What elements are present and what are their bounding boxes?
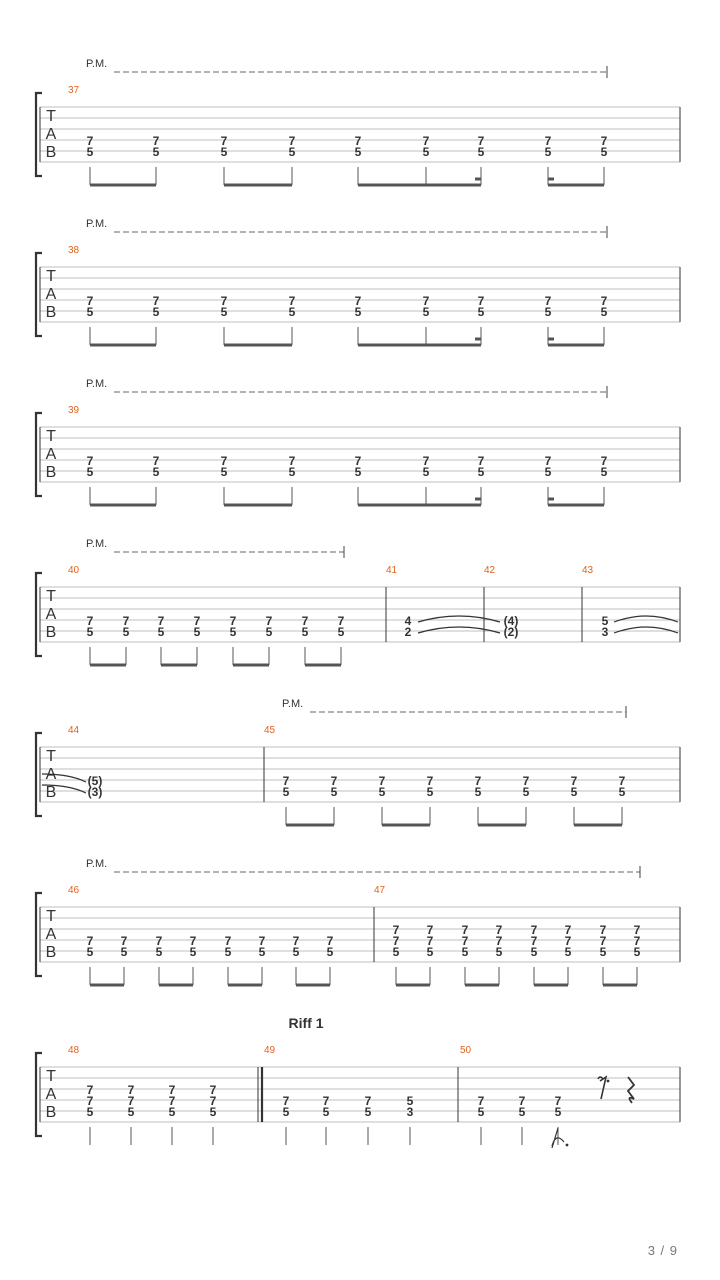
fret-number: 7 <box>86 934 94 948</box>
fret-number: 7 <box>426 923 434 937</box>
measure-number: 40 <box>68 565 80 576</box>
fret-number: 5 <box>127 1105 135 1119</box>
fret-number: 5 <box>157 625 165 639</box>
fret-number: 7 <box>189 934 197 948</box>
fret-number: 7 <box>633 934 641 948</box>
fret-number: 5 <box>220 145 228 159</box>
fret-number: 5 <box>152 465 160 479</box>
fret-number: 7 <box>474 774 482 788</box>
fret-number: 5 <box>364 1105 372 1119</box>
fret-number: 5 <box>86 465 94 479</box>
fret-number: 7 <box>495 934 503 948</box>
palm-mute-label: P.M. <box>86 218 108 230</box>
system-bracket <box>36 733 42 816</box>
fret-number: 7 <box>518 1094 526 1108</box>
tab-system <box>36 378 680 505</box>
fret-number: 7 <box>282 1094 290 1108</box>
fret-number: 7 <box>86 1094 94 1108</box>
fret-number: 4 <box>404 614 412 628</box>
fret-number: 7 <box>209 1094 217 1108</box>
fret-number: 5 <box>86 945 94 959</box>
fret-number: 7 <box>461 923 469 937</box>
fret-number: 7 <box>288 454 296 468</box>
fret-number: 7 <box>544 294 552 308</box>
fret-number: 7 <box>86 454 94 468</box>
fret-number: (3) <box>87 785 103 799</box>
tab-clef-letter: B <box>45 624 57 641</box>
fret-number: 7 <box>422 294 430 308</box>
fret-number: 7 <box>152 134 160 148</box>
fret-number: 7 <box>157 614 165 628</box>
tab-system <box>36 538 680 665</box>
fret-number: 3 <box>601 625 609 639</box>
page-number: 3 / 9 <box>647 1243 678 1258</box>
fret-number: 7 <box>599 923 607 937</box>
tab-clef-letter: A <box>45 446 57 463</box>
fret-number: 5 <box>155 945 163 959</box>
tab-clef-letter: T <box>46 268 56 285</box>
tab-clef-letter: T <box>46 588 56 605</box>
tab-clef-letter: B <box>45 304 57 321</box>
tab-clef-letter: A <box>45 926 57 943</box>
fret-number: 7 <box>633 923 641 937</box>
fret-number: 7 <box>477 134 485 148</box>
fret-number: 7 <box>378 774 386 788</box>
fret-number: 5 <box>477 1105 485 1119</box>
measure-number: 44 <box>68 725 80 736</box>
tie <box>418 627 500 633</box>
fret-number: (2) <box>503 625 519 639</box>
fret-number: 7 <box>330 774 338 788</box>
measure-number: 39 <box>68 405 80 416</box>
fret-number: 5 <box>301 625 309 639</box>
fret-number: 5 <box>618 785 626 799</box>
fret-number: 5 <box>288 305 296 319</box>
fret-number: 7 <box>152 294 160 308</box>
fret-number: 5 <box>220 465 228 479</box>
fret-number: 7 <box>477 294 485 308</box>
measure-number: 37 <box>68 85 80 96</box>
palm-mute-label: P.M. <box>86 58 108 70</box>
fret-number: 5 <box>477 305 485 319</box>
fret-number: 5 <box>570 785 578 799</box>
fret-number: 7 <box>522 774 530 788</box>
fret-number: 5 <box>292 945 300 959</box>
tab-clef-letter: B <box>45 144 57 161</box>
fret-number: 7 <box>354 294 362 308</box>
tab-system <box>36 1045 680 1148</box>
palm-mute-label: P.M. <box>86 538 108 550</box>
tab-clef-letter: B <box>45 1104 57 1121</box>
measure-number: 46 <box>68 885 80 896</box>
measure-number: 38 <box>68 245 80 256</box>
fret-number: 7 <box>229 614 237 628</box>
fret-number: 7 <box>600 134 608 148</box>
fret-number: 7 <box>127 1083 135 1097</box>
tab-system <box>36 218 680 345</box>
measure-number: 41 <box>386 565 398 576</box>
fret-number: 7 <box>168 1094 176 1108</box>
fret-number: 7 <box>422 454 430 468</box>
tab-system <box>36 858 680 985</box>
fret-number: 5 <box>544 145 552 159</box>
dot <box>566 1144 569 1147</box>
measure-number: 47 <box>374 885 386 896</box>
tab-clef-letter: A <box>45 766 57 783</box>
fret-number: 7 <box>530 923 538 937</box>
fret-number: 5 <box>354 145 362 159</box>
fret-number: 7 <box>422 134 430 148</box>
fret-number: 5 <box>518 1105 526 1119</box>
fret-number: 7 <box>220 294 228 308</box>
fret-number: 5 <box>422 145 430 159</box>
fret-number: 7 <box>326 934 334 948</box>
tab-clef-letter: T <box>46 108 56 125</box>
fret-number: 7 <box>354 454 362 468</box>
tab-clef-letter: B <box>45 464 57 481</box>
fret-number: 5 <box>600 305 608 319</box>
fret-number: 7 <box>477 454 485 468</box>
palm-mute-label: P.M. <box>282 698 304 710</box>
fret-number: 7 <box>86 1083 94 1097</box>
fret-number: 5 <box>288 145 296 159</box>
tab-clef-letter: A <box>45 126 57 143</box>
fret-number: 7 <box>392 923 400 937</box>
fret-number: 7 <box>282 774 290 788</box>
fret-number: 5 <box>477 145 485 159</box>
fret-number: 7 <box>155 934 163 948</box>
fret-number: 5 <box>392 945 400 959</box>
fret-number: 7 <box>224 934 232 948</box>
fret-number: 5 <box>601 614 609 628</box>
fret-number: 5 <box>224 945 232 959</box>
fret-number: 5 <box>600 465 608 479</box>
fret-number: 7 <box>392 934 400 948</box>
fret-number: 5 <box>193 625 201 639</box>
system-bracket <box>36 1053 42 1136</box>
fret-number: 7 <box>220 454 228 468</box>
fret-number: 7 <box>570 774 578 788</box>
fret-number: 5 <box>354 465 362 479</box>
measure-number: 42 <box>484 565 496 576</box>
fret-number: 5 <box>86 1105 94 1119</box>
fret-number: 5 <box>495 945 503 959</box>
fret-number: 5 <box>282 785 290 799</box>
fret-number: 7 <box>426 774 434 788</box>
fret-number: 5 <box>461 945 469 959</box>
fret-number: 5 <box>554 1105 562 1119</box>
system-bracket <box>36 893 42 976</box>
fret-number: 7 <box>564 934 572 948</box>
fret-number: 7 <box>461 934 469 948</box>
fret-number: 7 <box>86 134 94 148</box>
system-bracket <box>36 573 42 656</box>
measure-number: 48 <box>68 1045 80 1056</box>
fret-number: 5 <box>288 465 296 479</box>
fret-number: 5 <box>422 465 430 479</box>
measure-number: 45 <box>264 725 276 736</box>
fret-number: 7 <box>337 614 345 628</box>
fret-number: 5 <box>522 785 530 799</box>
fret-number: 7 <box>554 1094 562 1108</box>
palm-mute-label: P.M. <box>86 378 108 390</box>
fret-number: 5 <box>599 945 607 959</box>
fret-number: 7 <box>564 923 572 937</box>
tie <box>418 616 500 622</box>
fret-number: 5 <box>406 1094 414 1108</box>
fret-number: 5 <box>189 945 197 959</box>
fret-number: 5 <box>337 625 345 639</box>
fret-number: 7 <box>477 1094 485 1108</box>
fret-number: 7 <box>599 934 607 948</box>
fret-number: 7 <box>120 934 128 948</box>
fret-number: 7 <box>495 923 503 937</box>
fret-number: 5 <box>220 305 228 319</box>
fret-number: 7 <box>530 934 538 948</box>
fret-number: 7 <box>127 1094 135 1108</box>
fret-number: 7 <box>209 1083 217 1097</box>
measure-number: 43 <box>582 565 594 576</box>
tab-system <box>36 698 680 825</box>
fret-number: (4) <box>503 614 519 628</box>
fret-number: 7 <box>544 134 552 148</box>
fret-number: 7 <box>544 454 552 468</box>
tab-clef-letter: A <box>45 1086 57 1103</box>
fret-number: 5 <box>258 945 266 959</box>
fret-number: 5 <box>354 305 362 319</box>
system-bracket <box>36 413 42 496</box>
fret-number: 5 <box>633 945 641 959</box>
fret-number: 5 <box>474 785 482 799</box>
fret-number: 5 <box>152 145 160 159</box>
sheet-layer <box>36 58 680 1148</box>
fret-number: 5 <box>326 945 334 959</box>
fret-number: 7 <box>288 134 296 148</box>
fret-number: 5 <box>168 1105 176 1119</box>
palm-mute-label: P.M. <box>86 858 108 870</box>
fret-number: 5 <box>282 1105 290 1119</box>
fret-number: 3 <box>406 1105 414 1119</box>
fret-number: 7 <box>364 1094 372 1108</box>
tab-clef-letter: B <box>45 784 57 801</box>
fret-number: 5 <box>322 1105 330 1119</box>
fret-number: 7 <box>152 454 160 468</box>
fret-number: 7 <box>122 614 130 628</box>
tab-clef-letter: T <box>46 428 56 445</box>
fret-number: 5 <box>426 945 434 959</box>
dot <box>607 1080 610 1083</box>
fret-number: 5 <box>330 785 338 799</box>
fret-number: 5 <box>122 625 130 639</box>
tab-clef-letter: A <box>45 286 57 303</box>
tab-clef-letter: T <box>46 1068 56 1085</box>
tab-system <box>36 58 680 185</box>
fret-number: 5 <box>600 145 608 159</box>
measure-number: 50 <box>460 1045 472 1056</box>
fret-number: 5 <box>86 305 94 319</box>
fret-number: 5 <box>477 465 485 479</box>
fret-number: 7 <box>322 1094 330 1108</box>
fret-number: 7 <box>426 934 434 948</box>
section-label-riff: Riff 1 <box>288 1015 324 1031</box>
fret-number: 7 <box>168 1083 176 1097</box>
fret-number: 2 <box>404 625 412 639</box>
fret-number: 7 <box>86 294 94 308</box>
fret-number: 5 <box>120 945 128 959</box>
fret-number: 5 <box>544 305 552 319</box>
fret-number: 5 <box>378 785 386 799</box>
fret-number: 7 <box>220 134 228 148</box>
tie <box>614 627 678 633</box>
fret-number: 7 <box>265 614 273 628</box>
fret-number: 7 <box>618 774 626 788</box>
fret-number: 5 <box>564 945 572 959</box>
fret-number: 7 <box>258 934 266 948</box>
tab-clef-letter: A <box>45 606 57 623</box>
fret-number: (5) <box>87 774 103 788</box>
fret-number: 7 <box>600 294 608 308</box>
fret-number: 5 <box>209 1105 217 1119</box>
system-bracket <box>36 93 42 176</box>
system-bracket <box>36 253 42 336</box>
fret-number: 7 <box>288 294 296 308</box>
fret-number: 5 <box>152 305 160 319</box>
fret-number: 5 <box>530 945 538 959</box>
fret-number: 7 <box>193 614 201 628</box>
tab-clef-letter: T <box>46 908 56 925</box>
fret-number: 5 <box>265 625 273 639</box>
fret-number: 5 <box>229 625 237 639</box>
tab-clef-letter: T <box>46 748 56 765</box>
fret-number: 5 <box>544 465 552 479</box>
measure-number: 49 <box>264 1045 276 1056</box>
fret-number: 5 <box>86 145 94 159</box>
fret-number: 7 <box>292 934 300 948</box>
eighth-rest <box>598 1077 606 1099</box>
tab-clef-letter: B <box>45 944 57 961</box>
fret-number: 5 <box>422 305 430 319</box>
fret-number: 7 <box>301 614 309 628</box>
fret-number: 5 <box>86 625 94 639</box>
fret-number: 7 <box>600 454 608 468</box>
fret-number: 7 <box>86 614 94 628</box>
tie <box>614 616 678 622</box>
fret-number: 7 <box>354 134 362 148</box>
fret-number: 5 <box>426 785 434 799</box>
quarter-rest <box>628 1077 634 1103</box>
